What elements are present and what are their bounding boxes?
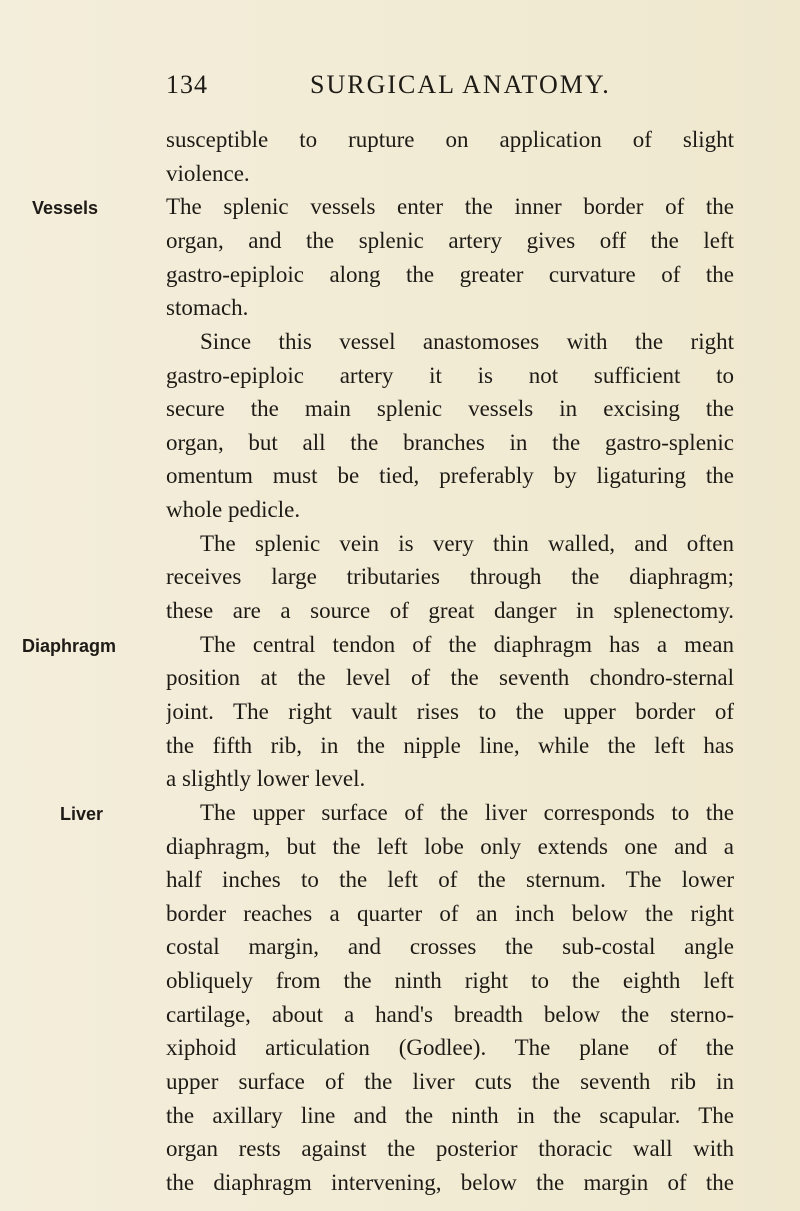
text-line: organ, but all the branches in the gastro-splenic — [166, 430, 734, 455]
running-title: SURGICAL ANATOMY. — [310, 70, 611, 99]
text-line: diaphragm, but the left lobe only extends one and a — [166, 834, 734, 859]
text-line: position at the level of the seventh chondro-sternal — [166, 665, 734, 690]
text-line: Since this vessel anastomoses with the right — [200, 329, 734, 354]
text-line: omentum must be tied, preferably by ligaturing the — [166, 463, 734, 488]
text-line: receives large tributaries through the diaphragm; — [166, 564, 734, 589]
text-line: upper surface of the liver cuts the seventh rib in — [166, 1069, 734, 1094]
text-line: The splenic vessels enter the inner border of the — [166, 194, 734, 219]
text-line: gastro-epiploic along the greater curvature of the — [166, 262, 734, 287]
margin-note-vessels: Vessels — [32, 198, 99, 218]
text-line: organ rests against the posterior thoracic wall with — [166, 1136, 734, 1161]
text-line: susceptible to rupture on application of slight — [166, 127, 734, 152]
text-line: a slightly lower level. — [166, 766, 366, 791]
text-line: The splenic vein is very thin walled, and often — [200, 531, 734, 556]
text-line: the fifth rib, in the nipple line, while the left has — [166, 733, 734, 758]
text-line: stomach. — [166, 295, 249, 320]
text-line: The central tendon of the diaphragm has a mean — [200, 632, 734, 657]
text-line: secure the main splenic vessels in excising the — [166, 396, 734, 421]
text-line: the diaphragm intervening, below the margin of the — [166, 1170, 734, 1195]
text-line: gastro-epiploic artery it is not sufficient to — [166, 363, 734, 388]
text-line: obliquely from the ninth right to the eighth left — [166, 968, 734, 993]
text-line: whole pedicle. — [166, 497, 301, 522]
running-head — [0, 70, 800, 106]
text-line: the axillary line and the ninth in the scapular. The — [166, 1103, 734, 1128]
text-line: these are a source of great danger in splenectomy. — [166, 598, 734, 623]
text-line: cartilage, about a hand's breadth below the sterno- — [166, 1002, 734, 1027]
text-line: violence. — [166, 161, 250, 186]
margin-note-liver: Liver — [60, 804, 104, 824]
margin-note-diaphragm: Diaphragm — [22, 636, 117, 656]
text-line: joint. The right vault rises to the upper border of — [166, 699, 734, 724]
text-line: The upper surface of the liver corresponds to the — [200, 800, 734, 825]
text-line: border reaches a quarter of an inch below the right — [166, 901, 734, 926]
text-line: costal margin, and crosses the sub-costal angle — [166, 934, 734, 959]
text-line: xiphoid articulation (Godlee). The plane of the — [166, 1035, 734, 1060]
page-number: 134 — [166, 70, 208, 99]
text-line: half inches to the left of the sternum. The lower — [166, 867, 734, 892]
text-line: organ, and the splenic artery gives off the left — [166, 228, 734, 253]
